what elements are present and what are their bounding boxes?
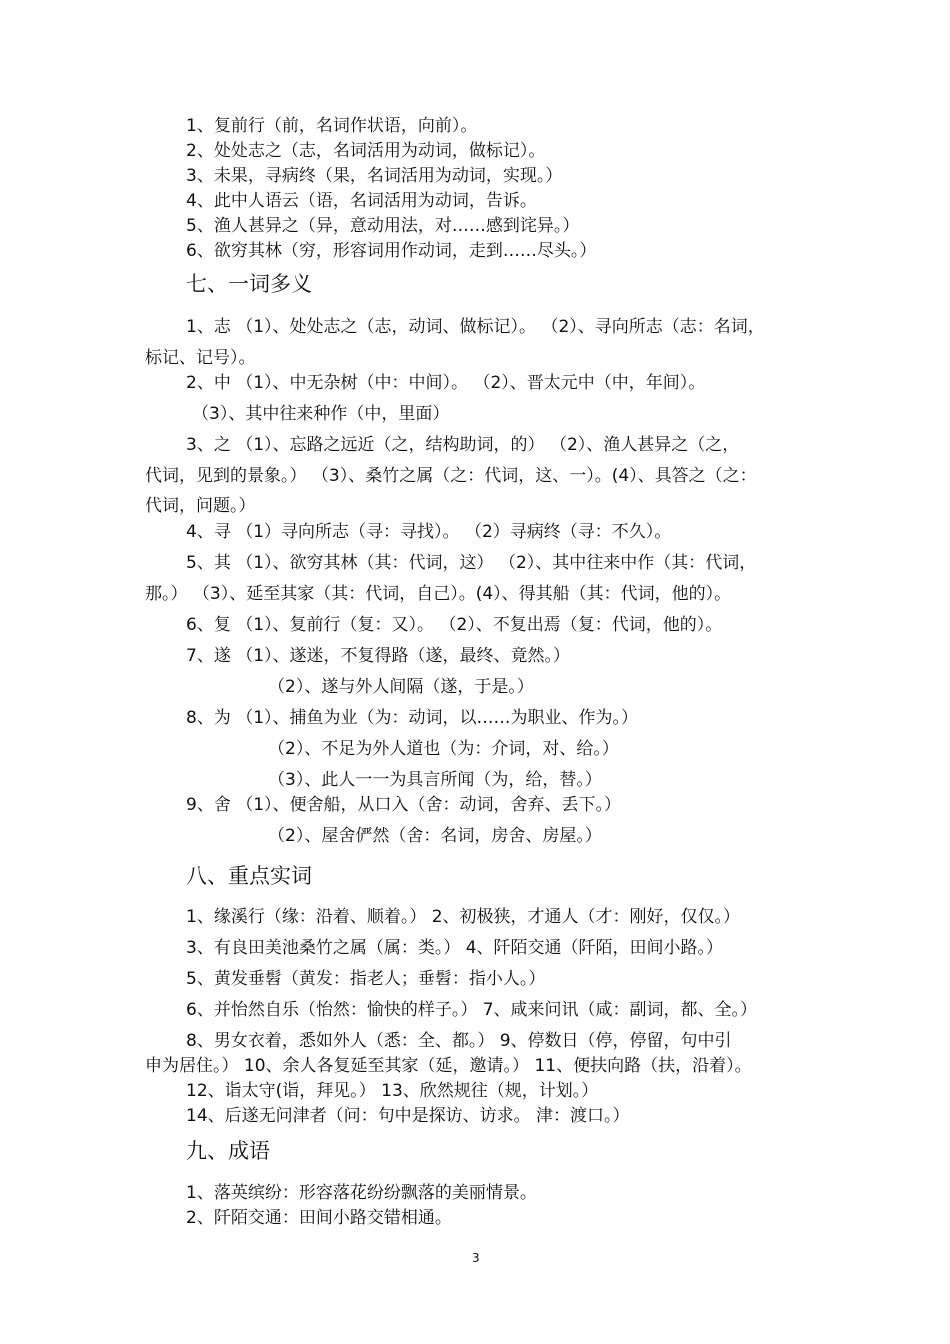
text-line: （3）、其中往来种作（中，里面） <box>192 404 450 424</box>
text-line: 2、阡陌交通：田间小路交错相通。 <box>186 1208 452 1228</box>
text-line: 6、复 （1）、复前行（复：又）。 （2）、不复出焉（复：代词，他的）。 <box>186 615 723 635</box>
page-number: 3 <box>472 1251 480 1265</box>
text-line: 14、后遂无问津者（问：句中是探访、访求。 津：渡口。） <box>186 1106 630 1126</box>
text-line: 12、诣太守(诣，拜见。） 13、欣然规往（规，计划。） <box>186 1081 599 1101</box>
text-line: 8、为 （1）、捕鱼为业（为：动词，以……为职业、作为。） <box>186 708 639 728</box>
list-item: 4、此中人语云（语，名词活用为动词，告诉。 <box>186 191 537 211</box>
text-line: 4、寻 （1）寻向所志（寻：寻找）。 （2）寻病终（寻：不久）。 <box>186 522 672 542</box>
list-item: 3、未果，寻病终（果，名词活用为动词，实现。） <box>186 166 563 186</box>
text-line: （2）、遂与外人间隔（遂，于是。） <box>268 677 534 697</box>
text-line: （3）、此人一一为具言所闻（为，给，替。） <box>268 770 602 790</box>
text-line: 代词，见到的景象。） （3）、桑竹之属（之：代词，这、一）。(4）、具答之（之： <box>145 466 757 486</box>
text-line: 5、黄发垂髫（黄发：指老人；垂髫：指小人。） <box>186 969 546 989</box>
text-line: 那。） （3）、延至其家（其：代词，自己）。(4）、得其船（其：代词，他的）。 <box>145 584 732 604</box>
list-item: 5、渔人甚异之（异，意动用法，对……感到诧异。） <box>186 216 580 236</box>
text-line: 1、落英缤纷：形容落花纷纷飘落的美丽情景。 <box>186 1183 537 1203</box>
section-heading: 八、重点实词 <box>186 864 312 888</box>
text-line: 9、舍 （1）、便舍船，从口入（舍：动词，舍弃、丢下。） <box>186 795 622 815</box>
text-line: 2、中 （1）、中无杂树（中：中间）。 （2）、晋太元中（中，年间）。 <box>186 373 706 393</box>
section-heading: 七、一词多义 <box>186 272 312 296</box>
list-item: 6、欲穷其林（穷，形容词用作动词，走到……尽头。） <box>186 241 597 261</box>
text-line: 3、有良田美池桑竹之属（属：类。） 4、阡陌交通（阡陌，田间小路。） <box>186 938 724 958</box>
text-line: 6、并怡然自乐（怡然：愉快的样子。） 7、咸来问讯（咸：副词，都、全。） <box>186 1000 758 1020</box>
text-line: （2）、屋舍俨然（舍：名词，房舍、房屋。） <box>268 826 602 846</box>
text-line: 申为居住。） 10、余人各复延至其家（延，邀请。） 11、便扶向路（扶，沿着）。 <box>145 1056 752 1076</box>
text-line: 5、其 （1）、欲穷其林（其：代词，这） （2）、其中往来中作（其：代词， <box>186 553 757 573</box>
text-line: 1、缘溪行（缘：沿着、顺着。） 2、初极狭，才通人（才：刚好，仅仅。） <box>186 907 741 927</box>
text-line: 代词，问题。） <box>145 496 256 516</box>
list-item: 2、处处志之（志，名词活用为动词，做标记）。 <box>186 141 546 161</box>
section-heading: 九、成语 <box>186 1139 270 1163</box>
text-line: 3、之 （1）、忘路之远近（之，结构助词，的） （2）、渔人甚异之（之， <box>186 435 740 455</box>
text-line: （2）、不足为外人道也（为：介词，对、给。） <box>268 739 619 759</box>
text-line: 1、志 （1）、处处志之（志，动词、做标记）。 （2）、寻向所志（志：名词， <box>186 317 765 337</box>
text-line: 7、遂 （1）、遂迷，不复得路（遂，最终、竟然。） <box>186 646 571 666</box>
list-item: 1、复前行（前，名词作状语，向前）。 <box>186 116 478 136</box>
text-line: 标记、记号）。 <box>145 348 256 368</box>
text-line: 8、男女衣着，悉如外人（悉：全、都。） 9、停数日（停，停留，句中引 <box>186 1031 732 1051</box>
